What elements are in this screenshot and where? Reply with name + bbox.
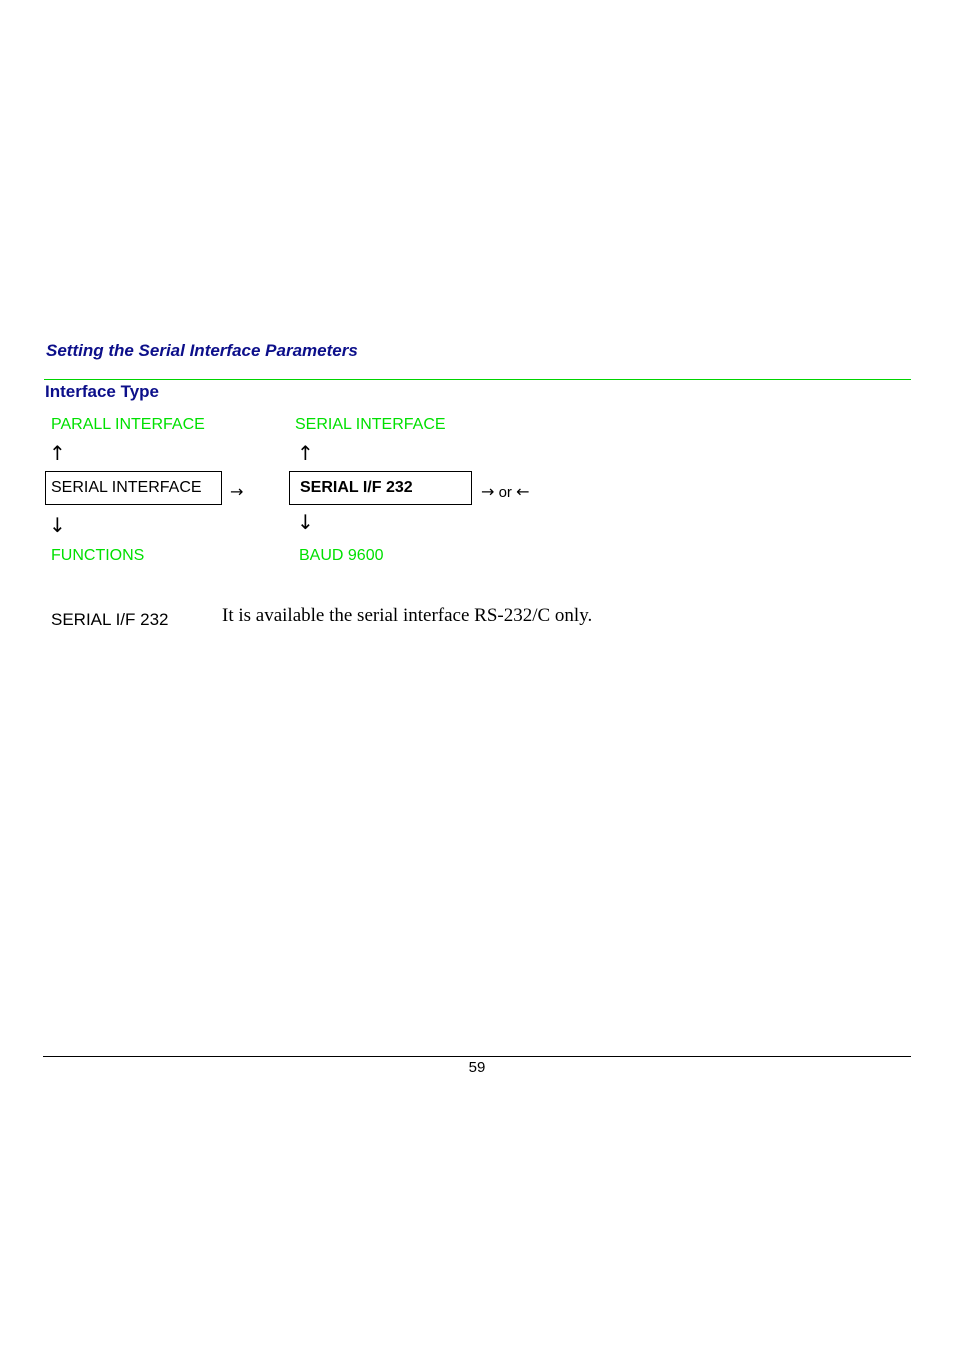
menu-left-current-label: SERIAL INTERFACE [51, 479, 202, 496]
menu-right-above-item: SERIAL INTERFACE [295, 416, 446, 433]
parameter-name: SERIAL I/F 232 [51, 610, 169, 629]
up-arrow-icon: ↑ [297, 441, 314, 465]
or-label: or [498, 484, 512, 501]
left-arrow-icon: ← [516, 482, 530, 501]
page-number: 59 [468, 1059, 486, 1076]
subsection-title: Interface Type [45, 382, 160, 401]
key-hint [481, 482, 530, 501]
menu-left-above-item: PARALL INTERFACE [51, 416, 205, 433]
up-arrow-icon: ↑ [49, 441, 66, 465]
footer-divider [43, 1056, 911, 1057]
section-divider [44, 379, 911, 380]
down-arrow-icon: ↓ [297, 510, 314, 534]
section-title: Setting the Serial Interface Parameters [46, 341, 358, 360]
parameter-description: It is available the serial interface RS-232/C only. [222, 605, 593, 626]
menu-left-below-item: FUNCTIONS [51, 547, 145, 564]
right-arrow-icon: → [481, 482, 495, 501]
menu-right-current-label: SERIAL I/F 232 [300, 479, 413, 496]
menu-right-current-box [289, 471, 472, 505]
right-arrow-icon: → [230, 482, 244, 501]
menu-left-current-box [45, 471, 222, 505]
menu-right-below-item: BAUD 9600 [299, 547, 384, 564]
down-arrow-icon: ↓ [49, 513, 66, 537]
